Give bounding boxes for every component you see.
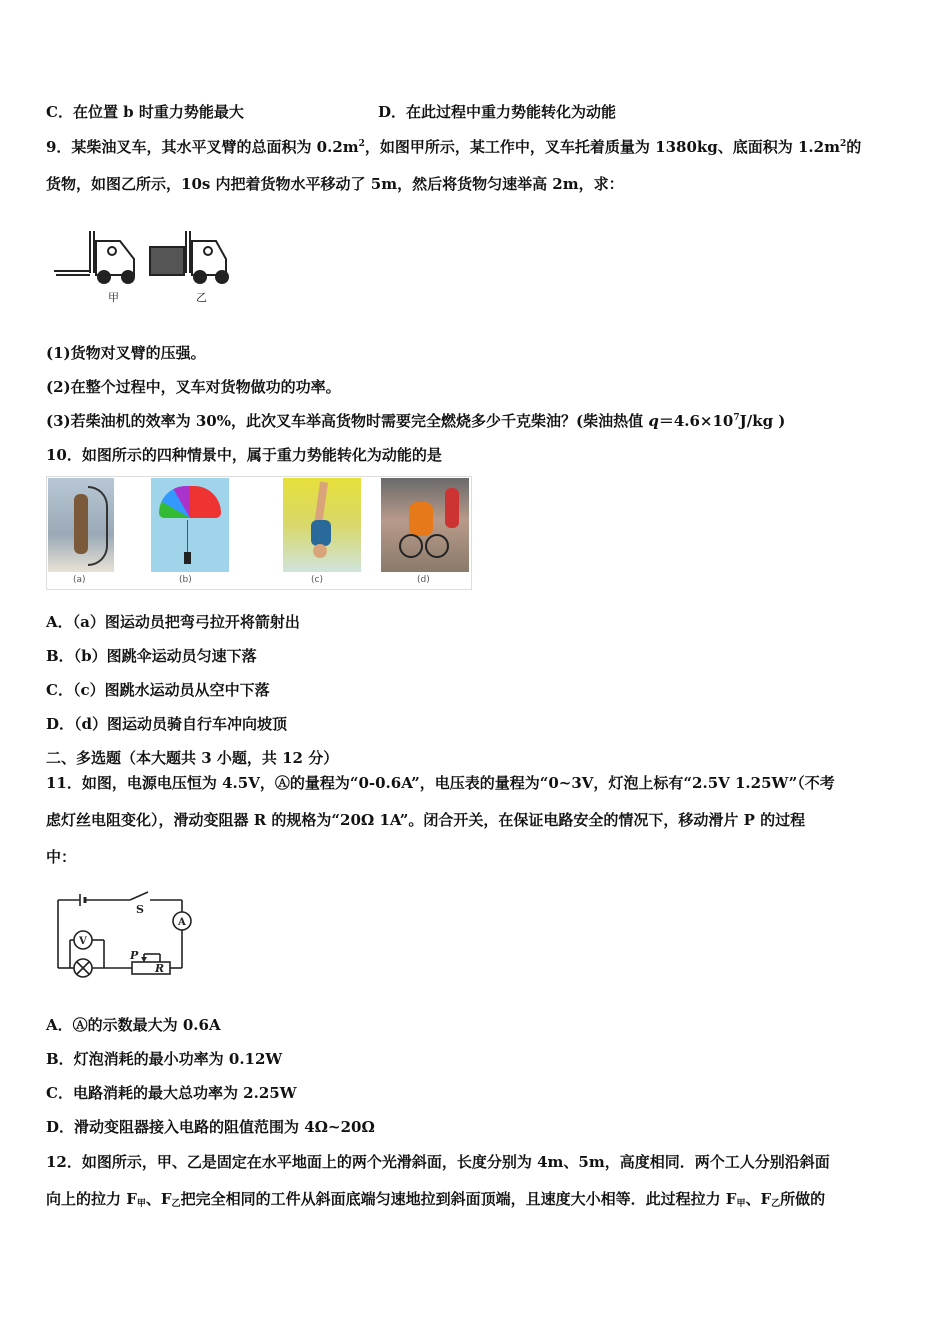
- q9-part2: (2)在整个过程中，叉车对货物做功的功率。: [46, 378, 341, 396]
- q9-part3: (3)若柴油机的效率为 30%，此次叉车举高货物时需要完全燃烧多少千克柴油？(柴油热值 $q=4.6\times 10^7J/kg$ ): [46, 412, 786, 430]
- q11-stem-line1: 11．如图，电源电压恒为 4.5V，Ⓐ的量程为“0-0.6A”，电压表的量程为“0~3V，灯泡上标有“2.5V 1.25W”（不考: [46, 774, 835, 792]
- circuit-switch-label: S: [136, 903, 144, 916]
- forklift-a: [54, 231, 134, 283]
- q11-circuit-diagram: [52, 888, 200, 978]
- photo-archer: [48, 478, 114, 572]
- q9-part1: (1)货物对叉臂的压强。: [46, 344, 206, 362]
- q9-stem-line1: 9．某柴油叉车，其水平叉臂的总面积为 $0.2m^2$，如图甲所示，某工作中，叉车托着质量为 1380kg、底面积为 $1.2m^2$的: [46, 138, 862, 156]
- section-heading: 二、多选题（本大题共 3 小题，共 12 分）: [46, 749, 339, 767]
- q9-stem-line2: 货物，如图乙所示，10s 内把着货物水平移动了 5m，然后将货物匀速举高 2m，求：: [46, 175, 624, 193]
- q11-option-d: D．滑动变阻器接入电路的阻值范围为 4Ω~20Ω: [46, 1118, 375, 1136]
- q11-option-c: C．电路消耗的最大总功率为 2.25W: [46, 1084, 297, 1102]
- circuit-voltmeter-label: V: [79, 936, 87, 947]
- photo-parachute: [151, 478, 229, 572]
- circuit-slider-label: P: [130, 949, 139, 962]
- q10-option-d: D．（d）图运动员骑自行车冲向坡顶: [46, 715, 287, 733]
- photo-cyclist: [381, 478, 469, 572]
- photo-label-a: (a): [73, 575, 86, 585]
- q8-option-d: D．在此过程中重力势能转化为动能: [378, 103, 617, 121]
- circuit-rheostat-label: R: [155, 962, 165, 975]
- photo-diver: [283, 478, 361, 572]
- q10-stem: 10．如图所示的四种情景中，属于重力势能转化为动能的是: [46, 446, 442, 464]
- forklift-figure: [50, 225, 235, 307]
- q8-option-c: C．在位置 b 时重力势能最大: [46, 103, 244, 121]
- q12-stem-line1: 12．如图所示，甲、乙是固定在水平地面上的两个光滑斜面，长度分别为 4m、5m，高度相同．两个工人分别沿斜面: [46, 1153, 830, 1171]
- photo-label-c: (c): [311, 575, 323, 585]
- q11-option-a: A．Ⓐ的示数最大为 0.6A: [46, 1016, 221, 1034]
- q10-option-b: B．（b）图跳伞运动员匀速下落: [46, 647, 257, 665]
- forklift-label-b: 乙: [196, 291, 207, 304]
- q11-option-b: B．灯泡消耗的最小功率为 0.12W: [46, 1050, 283, 1068]
- photo-label-d: (d): [417, 575, 430, 585]
- q10-option-a: A．（a）图运动员把弯弓拉开将箭射出: [46, 613, 300, 631]
- q11-stem-line2: 虑灯丝电阻变化），滑动变阻器 R 的规格为“20Ω 1A”。闭合开关，在保证电路安全的情况下，移动滑片 P 的过程: [46, 811, 806, 829]
- photo-label-b: (b): [179, 575, 192, 585]
- q10-photo-strip: [46, 476, 472, 590]
- q12-stem-line2: 向上的拉力 $F_甲$、$F_乙$把完全相同的工件从斜面底端匀速地拉到斜面顶端，且速度大小相等．此过程拉力 $F_甲$、$F_乙$所做的: [46, 1190, 826, 1209]
- forklift-b: [150, 231, 228, 283]
- q10-option-c: C．（c）图跳水运动员从空中下落: [46, 681, 270, 699]
- forklift-label-a: 甲: [108, 291, 119, 304]
- q11-stem-line3: 中：: [46, 848, 77, 866]
- circuit-ammeter-label: A: [178, 917, 186, 928]
